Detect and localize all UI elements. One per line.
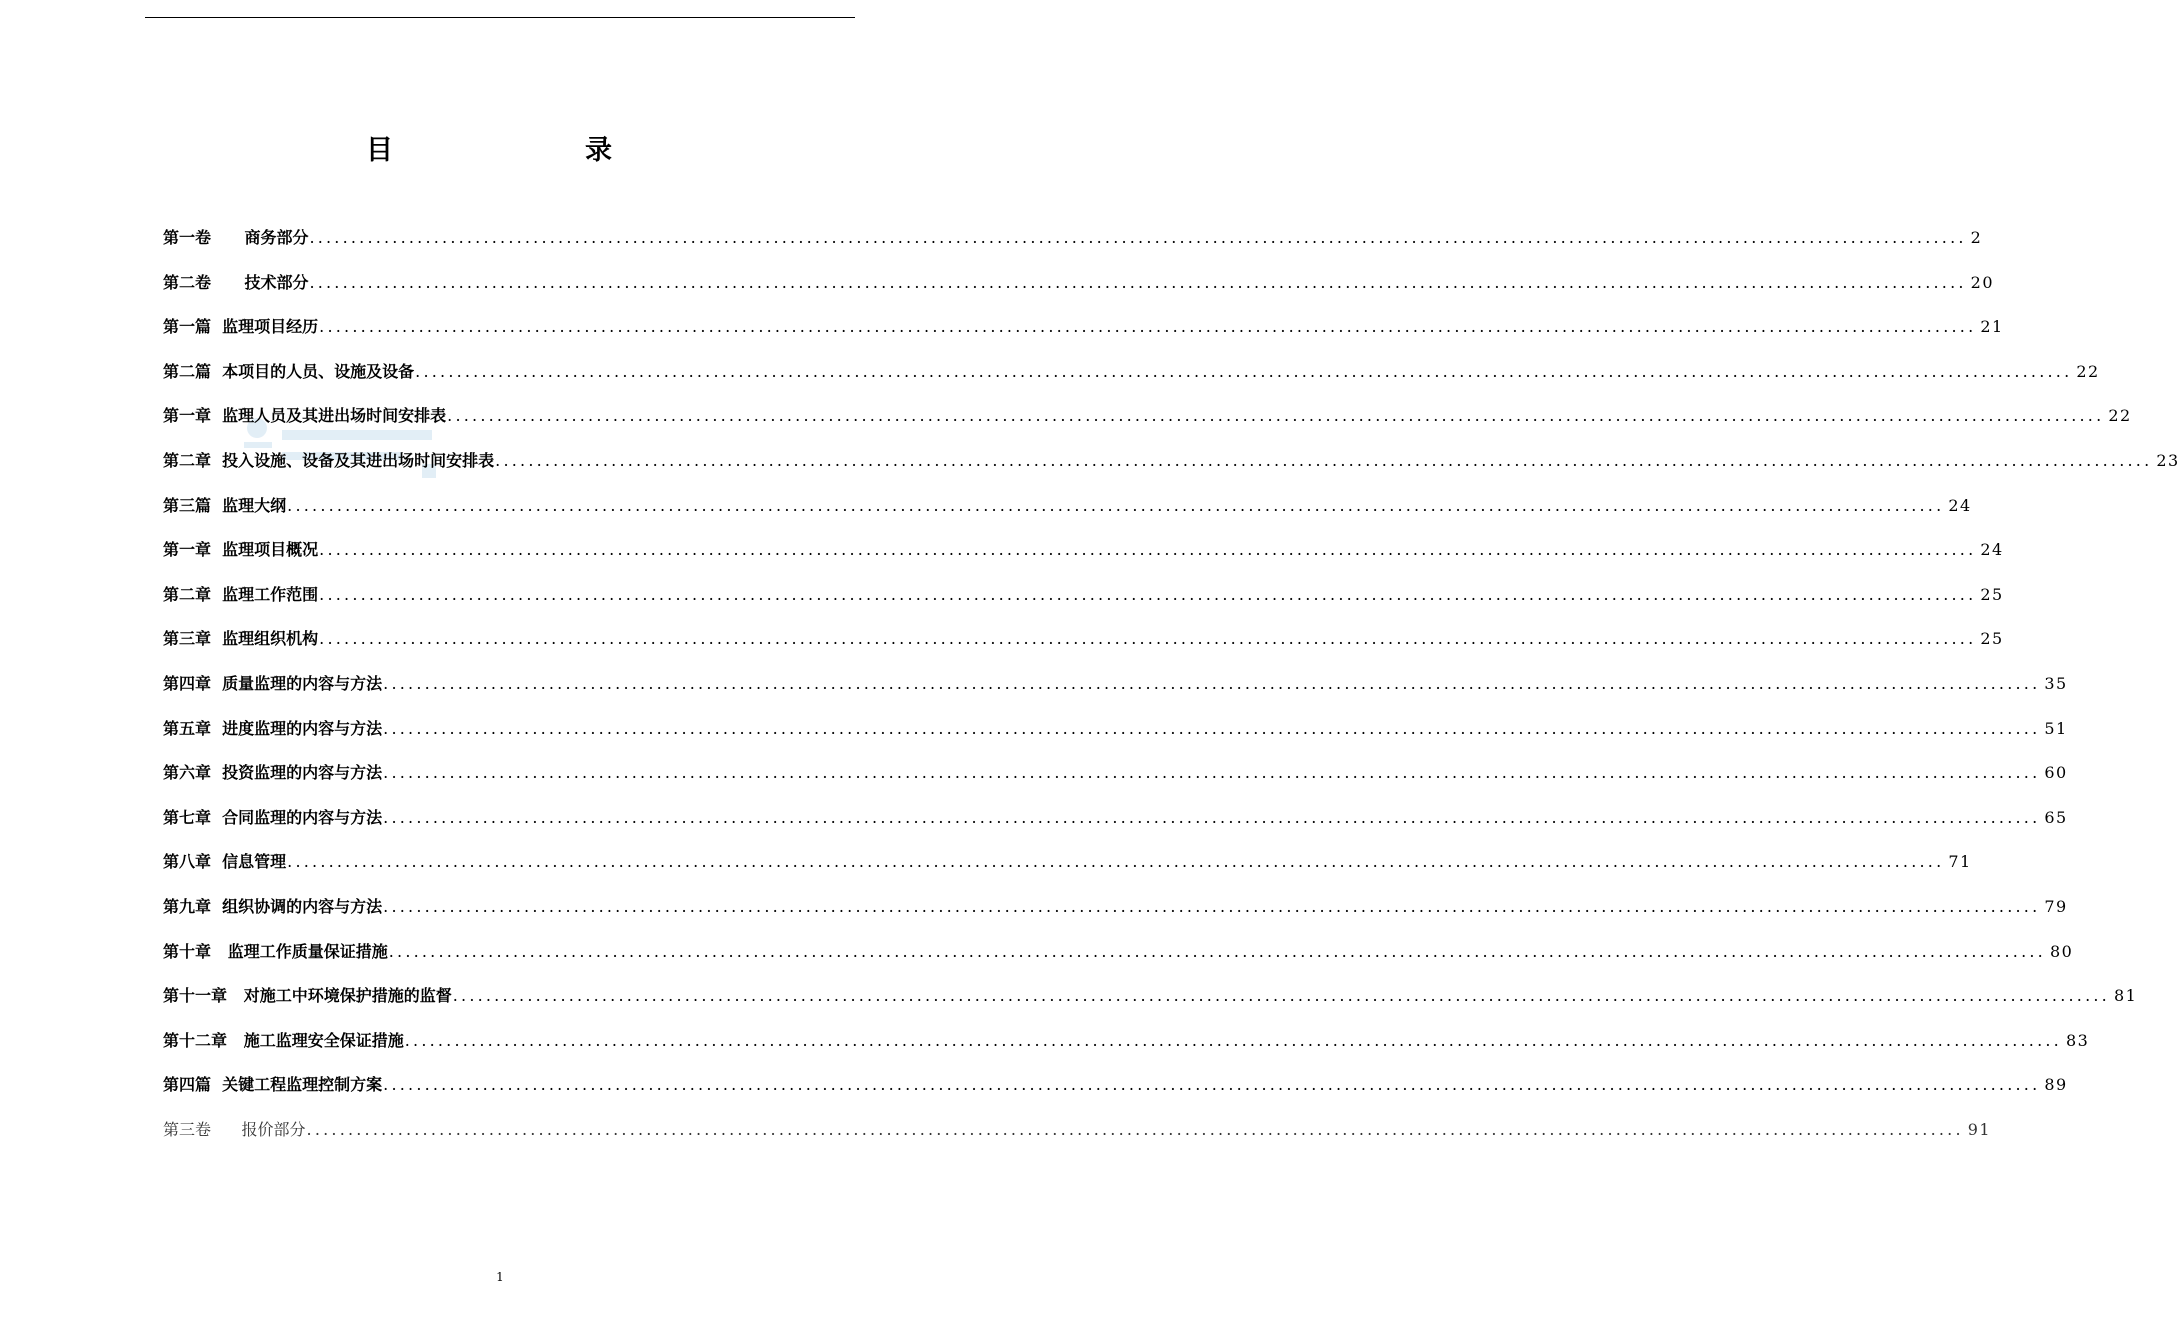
toc-entry-label: 第九章 (163, 897, 212, 916)
toc-entry-label: 第三章 (163, 629, 212, 649)
toc-dot-leader: ........................................................................................................................................................................................................ (287, 495, 1945, 515)
toc-entry-gap (211, 272, 244, 294)
toc-dot-leader: ........................................................................................................................................................................................................ (383, 674, 2041, 693)
toc-entry-label: 第二章 (163, 584, 212, 604)
toc-entry-title: 对施工中环境保护措施的监督 (243, 986, 452, 1006)
toc-entry-gap (211, 807, 222, 829)
toc-entry-label: 第二篇 (163, 361, 212, 381)
toc-entry[interactable] (163, 401, 2132, 427)
toc-entry-gap (211, 673, 222, 695)
toc-dot-leader: ........................................................................................................................................................................................................ (319, 584, 1977, 604)
toc-entry-title: 监理项目概况 (222, 540, 319, 560)
toc-entry-gap (211, 405, 222, 427)
toc-entry-label: 第一卷 (163, 228, 212, 247)
toc-entry-title: 合同监理的内容与方法 (222, 807, 383, 827)
toc-entry-page: 71 (1948, 852, 1972, 872)
toc-entry-gap (211, 316, 222, 338)
toc-dot-leader: ........................................................................................................................................................................................................ (447, 406, 2105, 426)
toc-entry[interactable] (163, 847, 1972, 873)
toc-entry-title: 监理组织机构 (222, 629, 319, 649)
toc-entry[interactable] (163, 624, 2004, 650)
toc-entry-title: 本项目的人员、设施及设备 (222, 361, 415, 381)
toc-entry-label: 第三篇 (163, 495, 212, 515)
toc-dot-leader: ........................................................................................................................................................................................................ (383, 1075, 2041, 1095)
toc-entry-gap (211, 896, 222, 918)
toc-entry-page: 51 (2044, 718, 2068, 738)
toc-entry-label: 第三卷 (163, 1120, 212, 1139)
toc-dot-leader: ........................................................................................................................................................................................................ (383, 763, 2041, 783)
toc-entry-page: 22 (2076, 361, 2100, 381)
toc-entry-label: 第二卷 (163, 272, 212, 292)
toc-entry-label: 第十二章 (163, 1030, 228, 1050)
toc-dot-leader: ........................................................................................................................................................................................................ (287, 852, 1945, 872)
toc-dot-leader: ........................................................................................................................................................................................................ (383, 807, 2041, 827)
toc-entry-label: 第四章 (163, 674, 212, 693)
toc-entry[interactable] (163, 357, 2100, 383)
toc-entry[interactable] (163, 491, 1972, 517)
toc-entry-title: 施工监理安全保证措施 (243, 1030, 404, 1050)
toc-entry-page: 89 (2044, 1075, 2068, 1095)
toc-entry-label: 第二章 (163, 451, 212, 470)
toc-entry-page: 60 (2044, 763, 2068, 783)
toc-entry-title: 监理项目经历 (222, 317, 319, 337)
toc-entry-title: 投资监理的内容与方法 (222, 763, 383, 783)
toc-entry-gap (211, 762, 222, 784)
toc-entry-page: 79 (2044, 897, 2068, 916)
toc-dot-leader: ........................................................................................................................................................................................................ (452, 986, 2110, 1006)
toc-dot-leader: ........................................................................................................................................................................................................ (319, 317, 1977, 337)
header-rule (145, 17, 855, 18)
toc-entry[interactable] (163, 446, 2180, 472)
toc-entry-gap (211, 539, 222, 561)
toc-entry[interactable] (163, 223, 1983, 249)
toc-entry[interactable] (163, 937, 2074, 963)
toc-entry[interactable] (163, 714, 2068, 740)
toc-dot-leader: ........................................................................................................................................................................................................ (415, 361, 2073, 381)
toc-entry-page: 83 (2065, 1030, 2090, 1050)
toc-entry[interactable] (163, 580, 2004, 606)
toc-entry-label: 第四篇 (163, 1075, 212, 1095)
toc-dot-leader: ........................................................................................................................................................................................................ (383, 897, 2041, 916)
toc-entry[interactable] (163, 1070, 2068, 1096)
toc-dot-leader: ........................................................................................................................................................................................................ (309, 228, 1967, 247)
toc-entry-page: 24 (1948, 495, 1972, 515)
toc-entry[interactable] (163, 268, 1994, 294)
toc-entry-page: 65 (2044, 807, 2068, 827)
toc-entry[interactable] (163, 1115, 1992, 1141)
toc-entry[interactable] (163, 312, 2004, 338)
toc-entry-gap (211, 1074, 222, 1096)
toc-entry[interactable] (163, 803, 2068, 829)
toc-entry[interactable] (163, 669, 2068, 695)
toc-dot-leader: ........................................................................................................................................................................................................ (319, 540, 1977, 560)
toc-entry-title: 组织协调的内容与方法 (222, 897, 383, 916)
toc-entry-page: 24 (1980, 540, 2004, 560)
toc-entry[interactable] (163, 892, 2068, 918)
toc-entry-page: 91 (1967, 1120, 1992, 1139)
toc-entry-gap (211, 1119, 242, 1141)
toc-entry-page: 35 (2044, 674, 2068, 693)
toc-entry-gap (211, 584, 222, 606)
toc-entry-gap (211, 361, 222, 383)
toc-entry-title: 关键工程监理控制方案 (222, 1075, 383, 1095)
toc-entry-page: 25 (1980, 629, 2004, 649)
toc-entry[interactable] (163, 981, 2138, 1007)
page-title: 目 录 (366, 135, 658, 166)
toc-entry-label: 第八章 (163, 852, 212, 872)
toc-entry-label: 第一章 (163, 406, 212, 426)
page-number: 1 (496, 1270, 504, 1284)
toc-entry-page: 25 (1980, 584, 2004, 604)
toc-entry-title: 信息管理 (222, 852, 287, 872)
toc-dot-leader: ........................................................................................................................................................................................................ (388, 941, 2046, 961)
toc-entry-title: 质量监理的内容与方法 (222, 674, 383, 693)
toc-dot-leader: ........................................................................................................................................................................................................ (309, 272, 1967, 292)
toc-entry-label: 第十章 (163, 941, 212, 961)
toc-entry-title: 监理工作质量保证措施 (227, 941, 388, 961)
toc-entry-page: 21 (1980, 317, 2004, 337)
toc-entry-gap (211, 851, 222, 873)
toc-entry-page: 80 (2049, 941, 2074, 961)
toc-dot-leader: ........................................................................................................................................................................................................ (404, 1030, 2062, 1050)
toc-entry-label: 第一篇 (163, 317, 212, 337)
toc-entry-page: 23 (2156, 451, 2180, 470)
toc-entry-gap (211, 628, 222, 650)
toc-entry-title: 报价部分 (241, 1120, 306, 1139)
toc-entry-page: 81 (2113, 986, 2138, 1006)
toc-entry-label: 第六章 (163, 763, 212, 783)
toc-entry-gap (211, 450, 222, 472)
toc-entry-title: 进度监理的内容与方法 (222, 718, 383, 738)
toc-entry-title: 监理工作范围 (222, 584, 319, 604)
toc-entry[interactable] (163, 1026, 2090, 1052)
toc-entry-gap (211, 718, 222, 740)
toc-entry-page: 22 (2108, 406, 2132, 426)
toc-entry-title: 监理人员及其进出场时间安排表 (222, 406, 447, 426)
toc-entry-gap (211, 227, 244, 249)
toc-entry-page: 2 (1970, 228, 1983, 247)
toc-dot-leader: ........................................................................................................................................................................................................ (319, 629, 1977, 649)
toc-entry-gap (227, 985, 244, 1007)
toc-entry-label: 第五章 (163, 718, 212, 738)
toc-entry[interactable] (163, 535, 2004, 561)
toc-entry-label: 第七章 (163, 807, 212, 827)
toc-entry-title: 投入设施、设备及其进出场时间安排表 (222, 451, 495, 470)
toc-entry[interactable] (163, 758, 2068, 784)
toc-entry-label: 第十一章 (163, 986, 228, 1006)
toc-entry-title: 监理大纲 (222, 495, 287, 515)
toc-entry-gap (211, 495, 222, 517)
toc-entry-title: 商务部分 (244, 228, 309, 247)
toc-entry-label: 第一章 (163, 540, 212, 560)
toc-entry-title: 技术部分 (244, 272, 309, 292)
toc-dot-leader: ........................................................................................................................................................................................................ (383, 718, 2041, 738)
toc-dot-leader: ........................................................................................................................................................................................................ (495, 451, 2153, 470)
toc-entry-gap (211, 941, 228, 963)
toc-entry-page: 20 (1970, 272, 1994, 292)
toc-dot-leader: ........................................................................................................................................................................................................ (306, 1120, 1964, 1139)
toc-entry-gap (227, 1030, 244, 1052)
